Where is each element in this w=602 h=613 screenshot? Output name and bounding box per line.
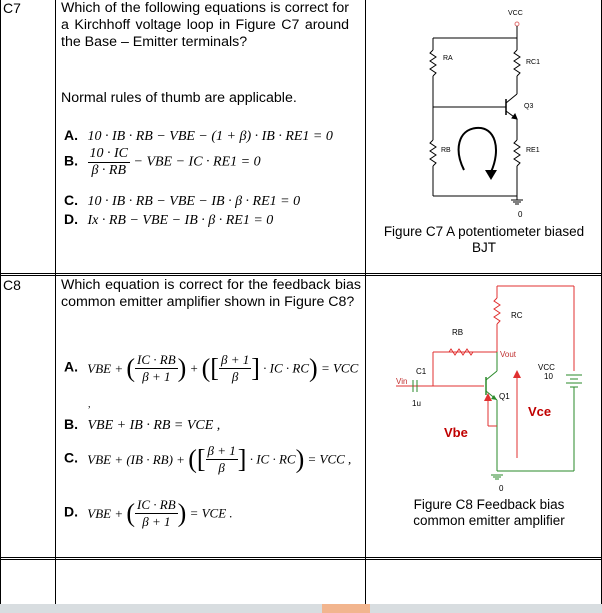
option-letter: A. [64, 127, 78, 143]
option-letter: C. [64, 192, 78, 208]
resistor-rc [494, 298, 500, 324]
fraction-numerator: β + 1 [207, 443, 236, 458]
fraction-denominator: β [218, 460, 225, 475]
label-q3: Q3 [524, 103, 534, 110]
option-b-c7 [64, 146, 261, 179]
option-a-c7 [64, 127, 333, 145]
eq-part: · IC · RC [249, 451, 296, 467]
question-number-c7: C7 [3, 0, 21, 16]
option-letter: A. [64, 358, 78, 375]
fraction-denominator: β + 1 [142, 514, 171, 529]
label-vce: Vce [528, 404, 552, 419]
eq-part: + [189, 360, 199, 376]
eq-part: VBE + (IB · RB) + [87, 451, 185, 467]
label-cap-value: 1u [412, 399, 421, 408]
label-vout: Vout [500, 350, 517, 359]
figure-c7-circuit [366, 0, 602, 225]
fraction-denominator: β + 1 [142, 369, 171, 384]
caption-line: BJT [471, 240, 496, 255]
label-vcc: VCC [508, 10, 523, 17]
fraction-c-c8 [206, 443, 238, 476]
option-letter: D. [64, 503, 78, 520]
option-letter: B. [64, 416, 78, 432]
question-text-c7: Which of the following equations is correct for a Kirchhoff voltage loop in Figure C7 around the Base – Emitter terminals? [61, 0, 349, 50]
fraction-b-c7 [88, 146, 131, 179]
page-footer-accent [322, 604, 370, 613]
fraction-a2-c8 [219, 352, 251, 385]
vcc-node [515, 22, 519, 26]
equation-a-c7: 10 · IB · RB − VBE − (1 + β) · IB · RE1 = 0 [87, 129, 333, 144]
kvl-loop-arrow [459, 128, 496, 172]
option-c-c7 [64, 192, 300, 210]
fraction-numerator: β + 1 [220, 352, 250, 367]
fraction-d-c8 [135, 497, 178, 530]
option-c-c8: C. VBE + (IB · RB) + ([ $\frac{\beta + 1}{\beta}$ ] · IC · RC) = VCC , [64, 443, 352, 475]
fraction-numerator: IC · RB [137, 497, 176, 512]
stray-comma: , [88, 399, 91, 410]
fraction-numerator: 10 · IC [89, 146, 128, 161]
table-row-divider-2b [0, 559, 602, 560]
figure-c8-circuit [366, 276, 602, 496]
fraction-numerator: IC · RB [137, 352, 176, 367]
equation-c-c7: 10 · IB · RB − VBE − IB · β · RE1 = 0 [87, 194, 301, 209]
label-re1: RE1 [526, 147, 540, 154]
label-vbe: Vbe [444, 425, 468, 440]
figure-c8-caption [386, 497, 592, 529]
resistor-rb [449, 349, 473, 355]
table-row-divider-1 [0, 273, 602, 274]
label-rb: RB [441, 147, 451, 154]
label-vcc-value: 10 [544, 372, 553, 381]
option-letter: B. [64, 152, 78, 169]
page-footer-bar [0, 604, 602, 613]
label-ground: 0 [499, 484, 504, 493]
eq-part: VBE + [87, 360, 124, 376]
resistor-rb [430, 140, 436, 166]
table-divider-col1 [55, 0, 56, 604]
label-vin: Vin [396, 377, 408, 386]
label-vcc: VCC [538, 363, 555, 372]
option-d-c8: D. VBE + ( $\frac{IC \cdot RB}{\beta + 1}$ ) = VCE . [64, 497, 233, 529]
caption-line: common emitter amplifier [413, 513, 565, 528]
label-q1: Q1 [499, 392, 510, 401]
rule-note-c7: Normal rules of thumb are applicable. [61, 90, 297, 106]
eq-part: = VCC [320, 360, 359, 376]
eq-part: · IC · RC [263, 360, 310, 376]
resistor-re1 [514, 140, 520, 166]
question-text-c8: Which equation is correct for the feedback bias common emitter amplifier shown in Figure C8? [61, 277, 361, 310]
option-d-c7 [64, 211, 273, 229]
option-b-c8 [64, 416, 220, 434]
label-rc1: RC1 [526, 59, 541, 66]
label-rb: RB [452, 328, 464, 337]
option-a-c8: A. VBE + ( $\frac{IC \cdot RB}{\beta + 1}$ ) + ([ $\frac{\beta + 1}{\beta}$ ] · IC · RC) = VCC [64, 352, 359, 384]
figure-c7-caption [366, 224, 602, 256]
fraction-denominator: β · RB [91, 163, 127, 178]
label-ra: RA [443, 55, 453, 62]
resistor-ra [430, 50, 436, 76]
resistor-rc1 [514, 50, 520, 76]
fraction-a1-c8 [135, 352, 178, 385]
question-number-c8: C8 [3, 277, 21, 293]
fraction-denominator: β [231, 369, 239, 384]
caption-line: Figure C8 Feedback bias [413, 497, 565, 512]
option-letter: C. [64, 449, 78, 466]
label-rc: RC [511, 311, 523, 320]
table-border-left [0, 0, 1, 604]
label-c1: C1 [416, 367, 427, 376]
eq-part: VBE + [87, 505, 124, 521]
caption-line: Figure C7 A potentiometer biased [383, 224, 585, 239]
table-row-divider-2 [0, 557, 602, 558]
equation-b-c7-rest: − VBE − IC · RE1 = 0 [133, 154, 261, 170]
equation-d-c7: Ix · RB − VBE − IB · β · RE1 = 0 [87, 213, 274, 228]
label-ground: 0 [518, 210, 523, 219]
eq-part: = VCC , [307, 451, 352, 467]
eq-part: = VCE . [189, 505, 233, 521]
option-letter: D. [64, 211, 78, 227]
equation-b-c8: VBE + IB · RB = VCE , [87, 418, 221, 433]
